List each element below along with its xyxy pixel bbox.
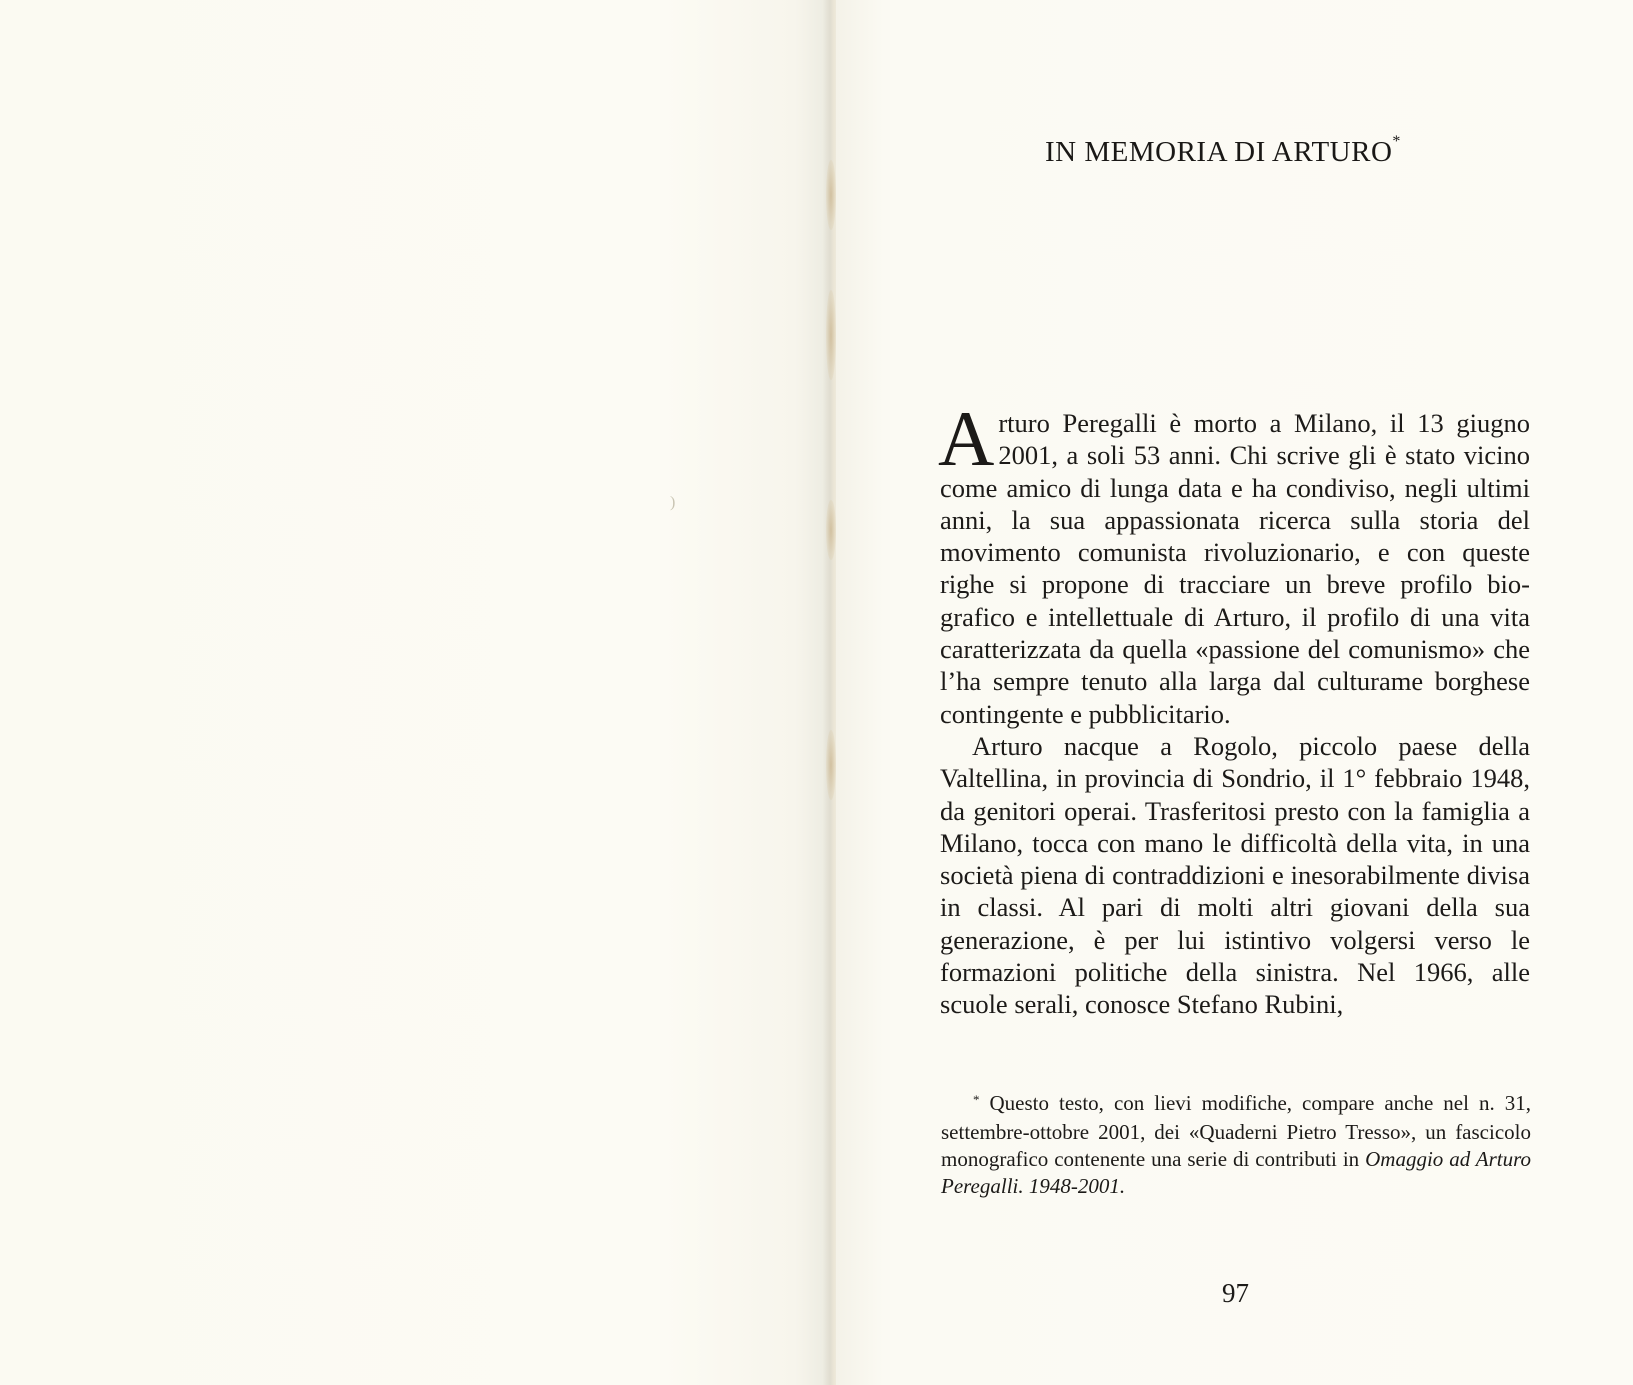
gutter-stain <box>826 290 836 380</box>
gutter-stain <box>826 160 836 230</box>
footnote-text: Questo testo, con lievi modifiche, compare anche nel n. 31, settembre-ottobre 2001, dei «Quaderni Pietro Tresso», un fascicolo monografico contenente una serie di contributi in <box>941 1091 1531 1171</box>
paragraph-1-text: rturo Peregalli è morto a Milano, il 13 giugno 2001, a soli 53 anni. Chi scrive gli è stato vicino come amico di lunga data e ha condiviso, negli ultimi anni, la sua appassionata ricerca sulla storia del movimento comunista rivoluzionario, e con queste righe si propone di tracciare un breve profilo biografico e intellettuale di Arturo, il profilo di una vita caratterizzata da quella «passione del comunismo» che l’ha sempre tenuto alla larga dal culturame borghese contingente e pubblicitario. <box>940 408 1530 729</box>
page-number: 97 <box>1222 1278 1249 1308</box>
main-text <box>938 395 1530 1021</box>
gutter-stain <box>826 500 836 560</box>
gutter-stain <box>826 730 836 800</box>
chapter-title-text: IN MEMORIA DI ARTURO <box>1045 136 1393 168</box>
paper-mark: ) <box>670 494 676 511</box>
footnote-italic-title: Omaggio ad Arturo Peregalli. 1948-2001. <box>941 1147 1531 1198</box>
drop-cap: A <box>938 395 995 482</box>
paragraph-2: Arturo nacque a Rogolo, piccolo paese della Valtellina, in provincia di Sondrio, il 1° febbraio 1948, da genitori operai. Trasferitosi presto con la famiglia a Milano, tocca con mano le difficoltà della vita, in una società piena di contraddizioni e inesorabilmente divisa in classi. Al pari di molti altri giovani della sua generazione, è per lui istintivo volgersi verso le formazioni politiche della sinistra. Nel 1966, alle scuole serali, conosce Stefano Rubini, <box>940 730 1530 1020</box>
footnote <box>941 1090 1531 1200</box>
paragraph-1 <box>938 395 1530 730</box>
chapter-title <box>1045 133 1401 169</box>
footnote-marker: * <box>1392 133 1401 151</box>
footnote-star: * <box>973 1092 980 1107</box>
